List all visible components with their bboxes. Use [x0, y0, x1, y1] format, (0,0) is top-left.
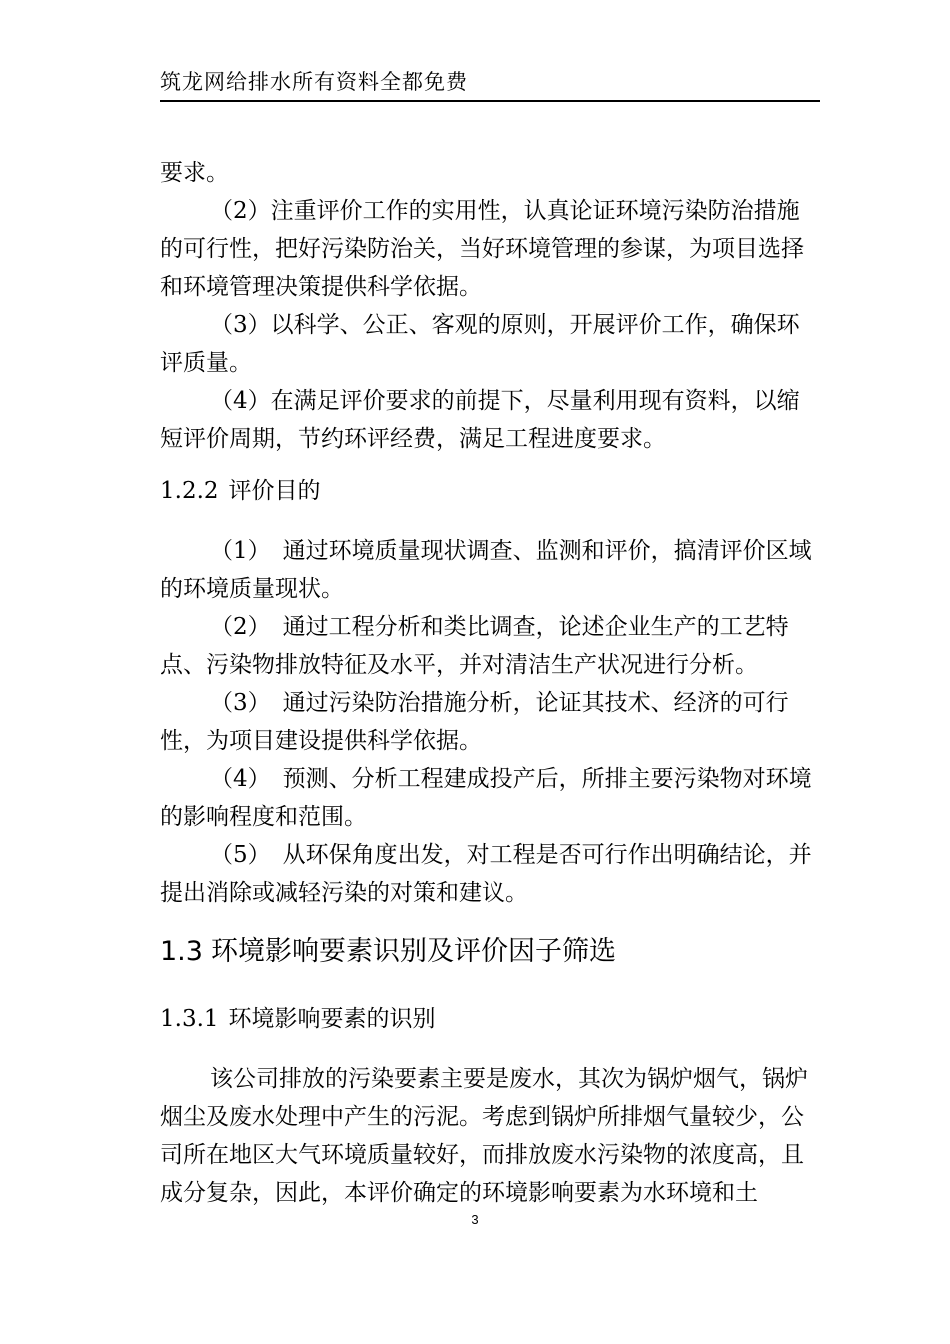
section-number: 1.3.1: [160, 1006, 219, 1032]
header-title: 筑龙网给排水所有资料全都免费: [160, 70, 468, 94]
principle-item-2: （2）注重评价工作的实用性，认真论证环境污染防治措施的可行性，把好污染防治关，当好环境管理的参谋，为项目选择和环境管理决策提供科学依据。: [160, 198, 804, 300]
principle-item-3: （3）以科学、公正、客观的原则，开展评价工作，确保环评质量。: [160, 312, 800, 376]
page-header: [160, 62, 820, 102]
purpose-item-5: [160, 836, 820, 912]
section-number: 1.2.2: [160, 478, 219, 504]
item-text: 通过环境质量现状调查、监测和评价，搞清评价区域的环境质量现状。: [160, 538, 812, 602]
document-body: [160, 154, 820, 1212]
paragraph-continuation: 要求。: [160, 160, 229, 186]
purpose-item-2: [160, 608, 820, 684]
section-heading-1-2-2: [160, 472, 820, 510]
page-number: 3: [471, 1212, 479, 1227]
purpose-item-4: [160, 760, 820, 836]
section-heading-1-3-1: [160, 1000, 820, 1038]
item-text: 预测、分析工程建成投产后，所排主要污染物对环境的影响程度和范围。: [160, 766, 812, 830]
purpose-item-1: [160, 532, 820, 608]
principle-item-4: （4）在满足评价要求的前提下，尽量利用现有资料，以缩短评价周期，节约环评经费，满足工程进度要求。: [160, 388, 800, 452]
item-label: （5）: [210, 842, 271, 868]
item-label: （3）: [210, 690, 271, 716]
body-paragraph: 该公司排放的污染要素主要是废水，其次为锅炉烟气，锅炉烟尘及废水处理中产生的污泥。考虑到锅炉所排烟气量较少，公司所在地区大气环境质量较好，而排放废水污染物的浓度高，且成分复杂，因此，本评价确定的环境影响要素为水环境和土: [160, 1066, 808, 1206]
item-text: 通过工程分析和类比调查，论述企业生产的工艺特点、污染物排放特征及水平，并对清洁生产状况进行分析。: [160, 614, 789, 678]
purpose-item-3: [160, 684, 820, 760]
item-label: （1）: [210, 538, 271, 564]
item-text: 通过污染防治措施分析，论证其技术、经济的可行性，为项目建设提供科学依据。: [160, 690, 789, 754]
section-title: 环境影响要素的识别: [228, 1006, 436, 1032]
item-label: （4）: [210, 766, 271, 792]
section-heading-1-3: [160, 930, 820, 974]
section-title: 评价目的: [228, 478, 321, 504]
section-number: 1.3: [160, 936, 203, 967]
item-text: 从环保角度出发，对工程是否可行作出明确结论，并提出消除或减轻污染的对策和建议。: [160, 842, 812, 906]
section-title: 环境影响要素识别及评价因子筛选: [210, 936, 616, 967]
item-label: （2）: [210, 614, 271, 640]
